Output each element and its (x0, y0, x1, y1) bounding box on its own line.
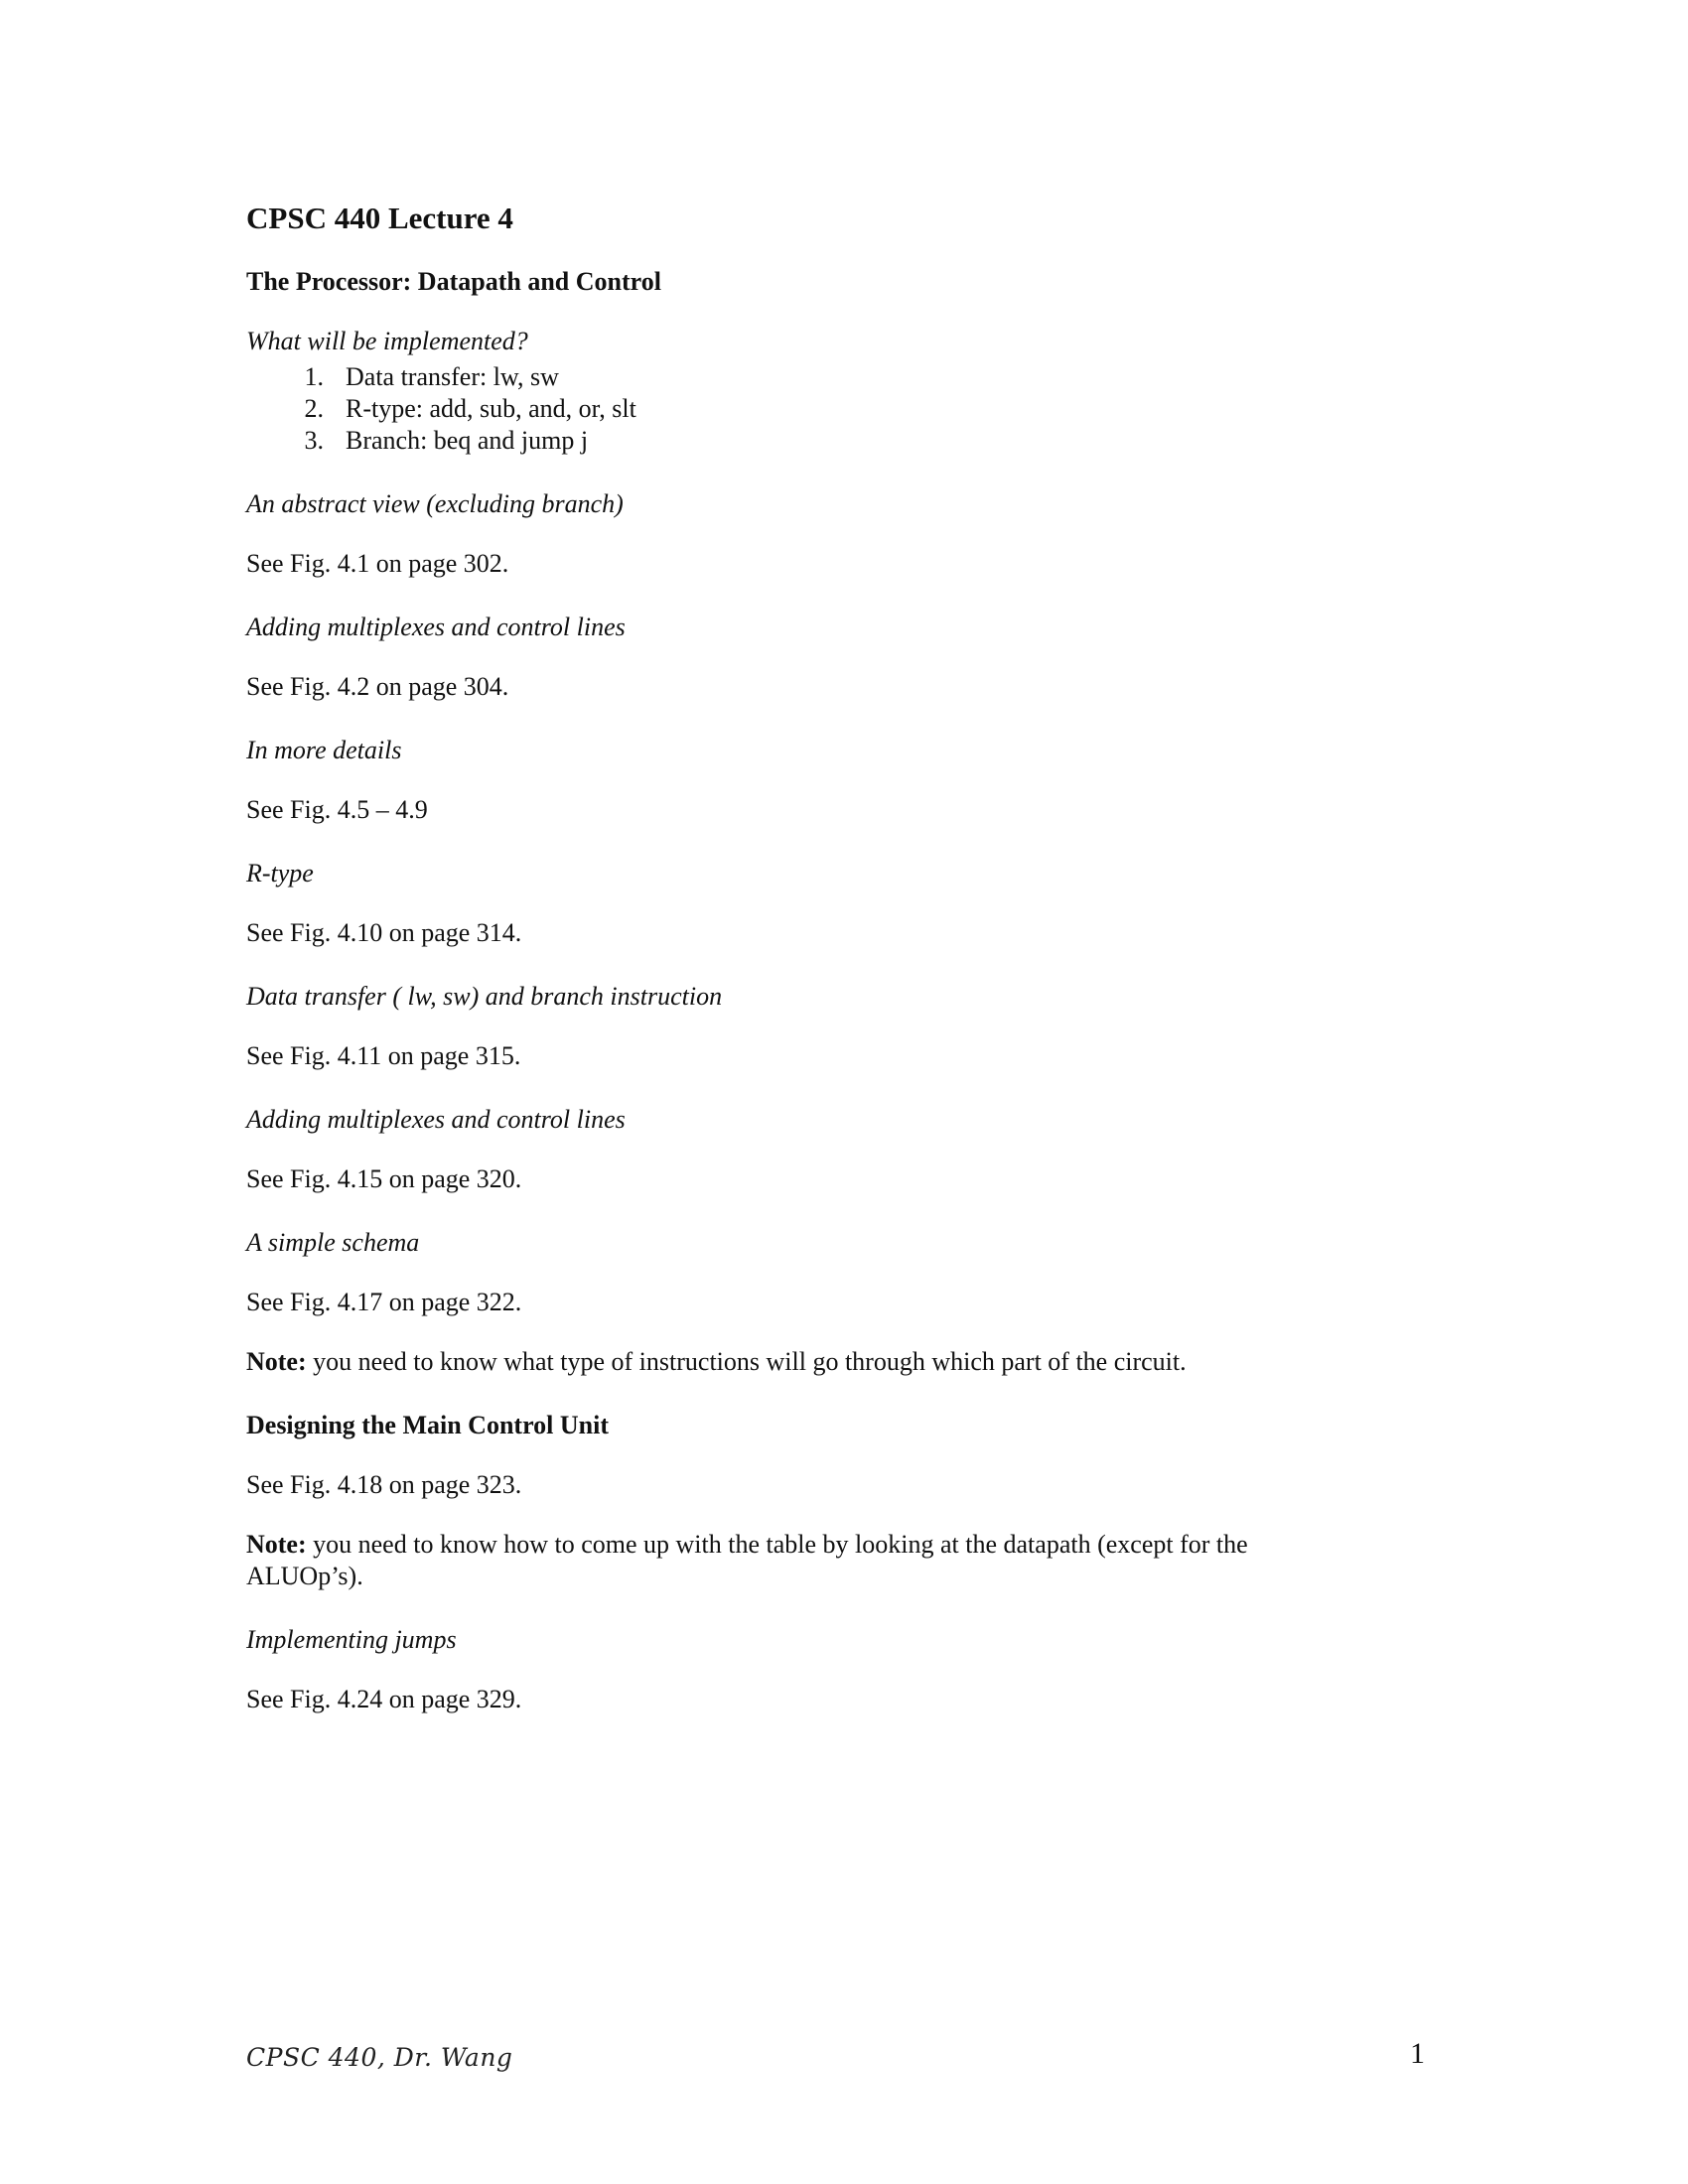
subheading-jumps: Implementing jumps (246, 1625, 457, 1654)
section-heading-processor: The Processor: Datapath and Control (246, 267, 661, 296)
subheading-more-details: In more details (246, 736, 402, 764)
subheading-simple-schema: A simple schema (246, 1228, 420, 1257)
page-number: 1 (1410, 2037, 1425, 2070)
figure-reference: See Fig. 4.1 on page 302. (246, 549, 509, 578)
note-paragraph (246, 1529, 1358, 1592)
footer-course-label: CPSC 440, Dr. Wang (246, 2043, 513, 2072)
implementation-list (246, 361, 1438, 457)
list-item (246, 361, 1438, 393)
list-item (246, 393, 1438, 425)
page-content (246, 195, 1438, 1715)
note-label: Note: (246, 1530, 307, 1559)
figure-reference: See Fig. 4.5 – 4.9 (246, 795, 428, 824)
figure-reference: See Fig. 4.17 on page 322. (246, 1288, 522, 1316)
subheading-multiplexes-2: Adding multiplexes and control lines (246, 1105, 626, 1134)
list-item-text: Data transfer: lw, sw (346, 362, 559, 391)
figure-reference: See Fig. 4.18 on page 323. (246, 1470, 522, 1499)
list-item-number: 2. (304, 394, 324, 423)
subheading-rtype: R-type (246, 859, 314, 887)
section-heading-control-unit: Designing the Main Control Unit (246, 1411, 609, 1439)
note-paragraph (246, 1346, 1438, 1378)
list-item-number: 1. (304, 362, 324, 391)
figure-reference: See Fig. 4.2 on page 304. (246, 672, 509, 701)
list-item-text: Branch: beq and jump j (346, 426, 589, 455)
subheading-what-implemented: What will be implemented? (246, 327, 528, 355)
subheading-data-transfer: Data transfer ( lw, sw) and branch instruction (246, 982, 723, 1011)
list-item-number: 3. (304, 426, 324, 455)
figure-reference: See Fig. 4.15 on page 320. (246, 1164, 522, 1193)
figure-reference: See Fig. 4.11 on page 315. (246, 1041, 521, 1070)
note-text: you need to know what type of instructions will go through which part of the circuit. (306, 1347, 1187, 1376)
figure-reference: See Fig. 4.24 on page 329. (246, 1685, 522, 1713)
subheading-abstract-view: An abstract view (excluding branch) (246, 489, 624, 518)
note-text: you need to know how to come up with the table by looking at the datapath (except for the ALUOp’s). (246, 1530, 1248, 1590)
note-label: Note: (246, 1347, 307, 1376)
list-item-text: R-type: add, sub, and, or, slt (346, 394, 636, 423)
figure-reference: See Fig. 4.10 on page 314. (246, 918, 522, 947)
subheading-multiplexes: Adding multiplexes and control lines (246, 613, 626, 641)
list-item (246, 425, 1438, 457)
page-title: CPSC 440 Lecture 4 (246, 201, 513, 235)
